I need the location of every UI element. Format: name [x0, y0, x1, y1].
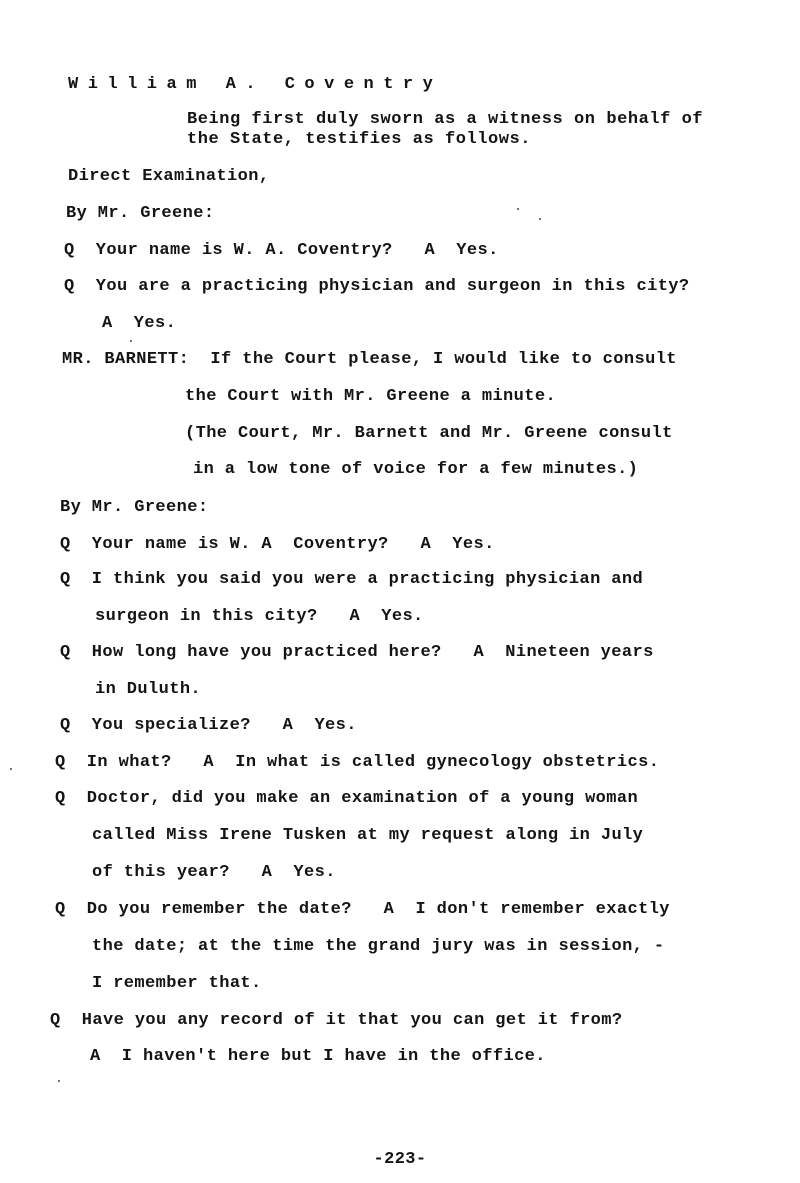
question-continuation: surgeon in this city? A Yes.	[95, 607, 424, 626]
answer-continuation: I remember that.	[92, 974, 262, 993]
question-line: Q Your name is W. A. Coventry? A Yes.	[64, 241, 499, 260]
question-line: Q Doctor, did you make an examination of a young woman	[55, 789, 639, 808]
parenthetical-note: (The Court, Mr. Barnett and Mr. Greene consult	[185, 424, 673, 443]
page-number: -223-	[373, 1150, 427, 1169]
question-line: Q You specialize? A Yes.	[60, 716, 357, 735]
question-line: Q How long have you practiced here? A Nineteen years	[60, 643, 654, 662]
oath-text-line-1: Being first duly sworn as a witness on behalf of	[187, 110, 704, 129]
answer-line: A I haven't here but I have in the office.	[90, 1047, 546, 1066]
scan-speck	[58, 1080, 60, 1082]
witness-name: William A. Coventry	[68, 75, 443, 94]
objection-line: MR. BARNETT: If the Court please, I would like to consult	[62, 350, 677, 369]
examiner-label: By Mr. Greene:	[60, 498, 209, 517]
question-continuation: called Miss Irene Tusken at my request along in July	[92, 826, 644, 845]
question-line: Q I think you said you were a practicing physician and	[60, 570, 644, 589]
question-line: Q You are a practicing physician and surgeon in this city?	[64, 277, 690, 296]
objection-continuation: the Court with Mr. Greene a minute.	[185, 387, 557, 406]
scan-speck	[517, 208, 519, 210]
question-line: Q Have you any record of it that you can get it from?	[50, 1011, 623, 1030]
answer-continuation: the date; at the time the grand jury was in session, -	[92, 937, 665, 956]
examiner-label: By Mr. Greene:	[66, 204, 215, 223]
section-heading: Direct Examination,	[68, 167, 270, 186]
question-continuation: of this year? A Yes.	[92, 863, 336, 882]
scan-speck	[130, 340, 132, 342]
scan-speck	[539, 218, 541, 220]
question-line: Q In what? A In what is called gynecology obstetrics.	[55, 753, 660, 772]
answer-line: A Yes.	[102, 314, 177, 333]
scan-speck	[10, 768, 12, 770]
parenthetical-note: in a low tone of voice for a few minutes.)	[193, 460, 639, 479]
oath-text-line-2: the State, testifies as follows.	[187, 130, 532, 149]
answer-continuation: in Duluth.	[95, 680, 202, 699]
question-line: Q Do you remember the date? A I don't remember exactly	[55, 900, 670, 919]
question-line: Q Your name is W. A Coventry? A Yes.	[60, 535, 495, 554]
